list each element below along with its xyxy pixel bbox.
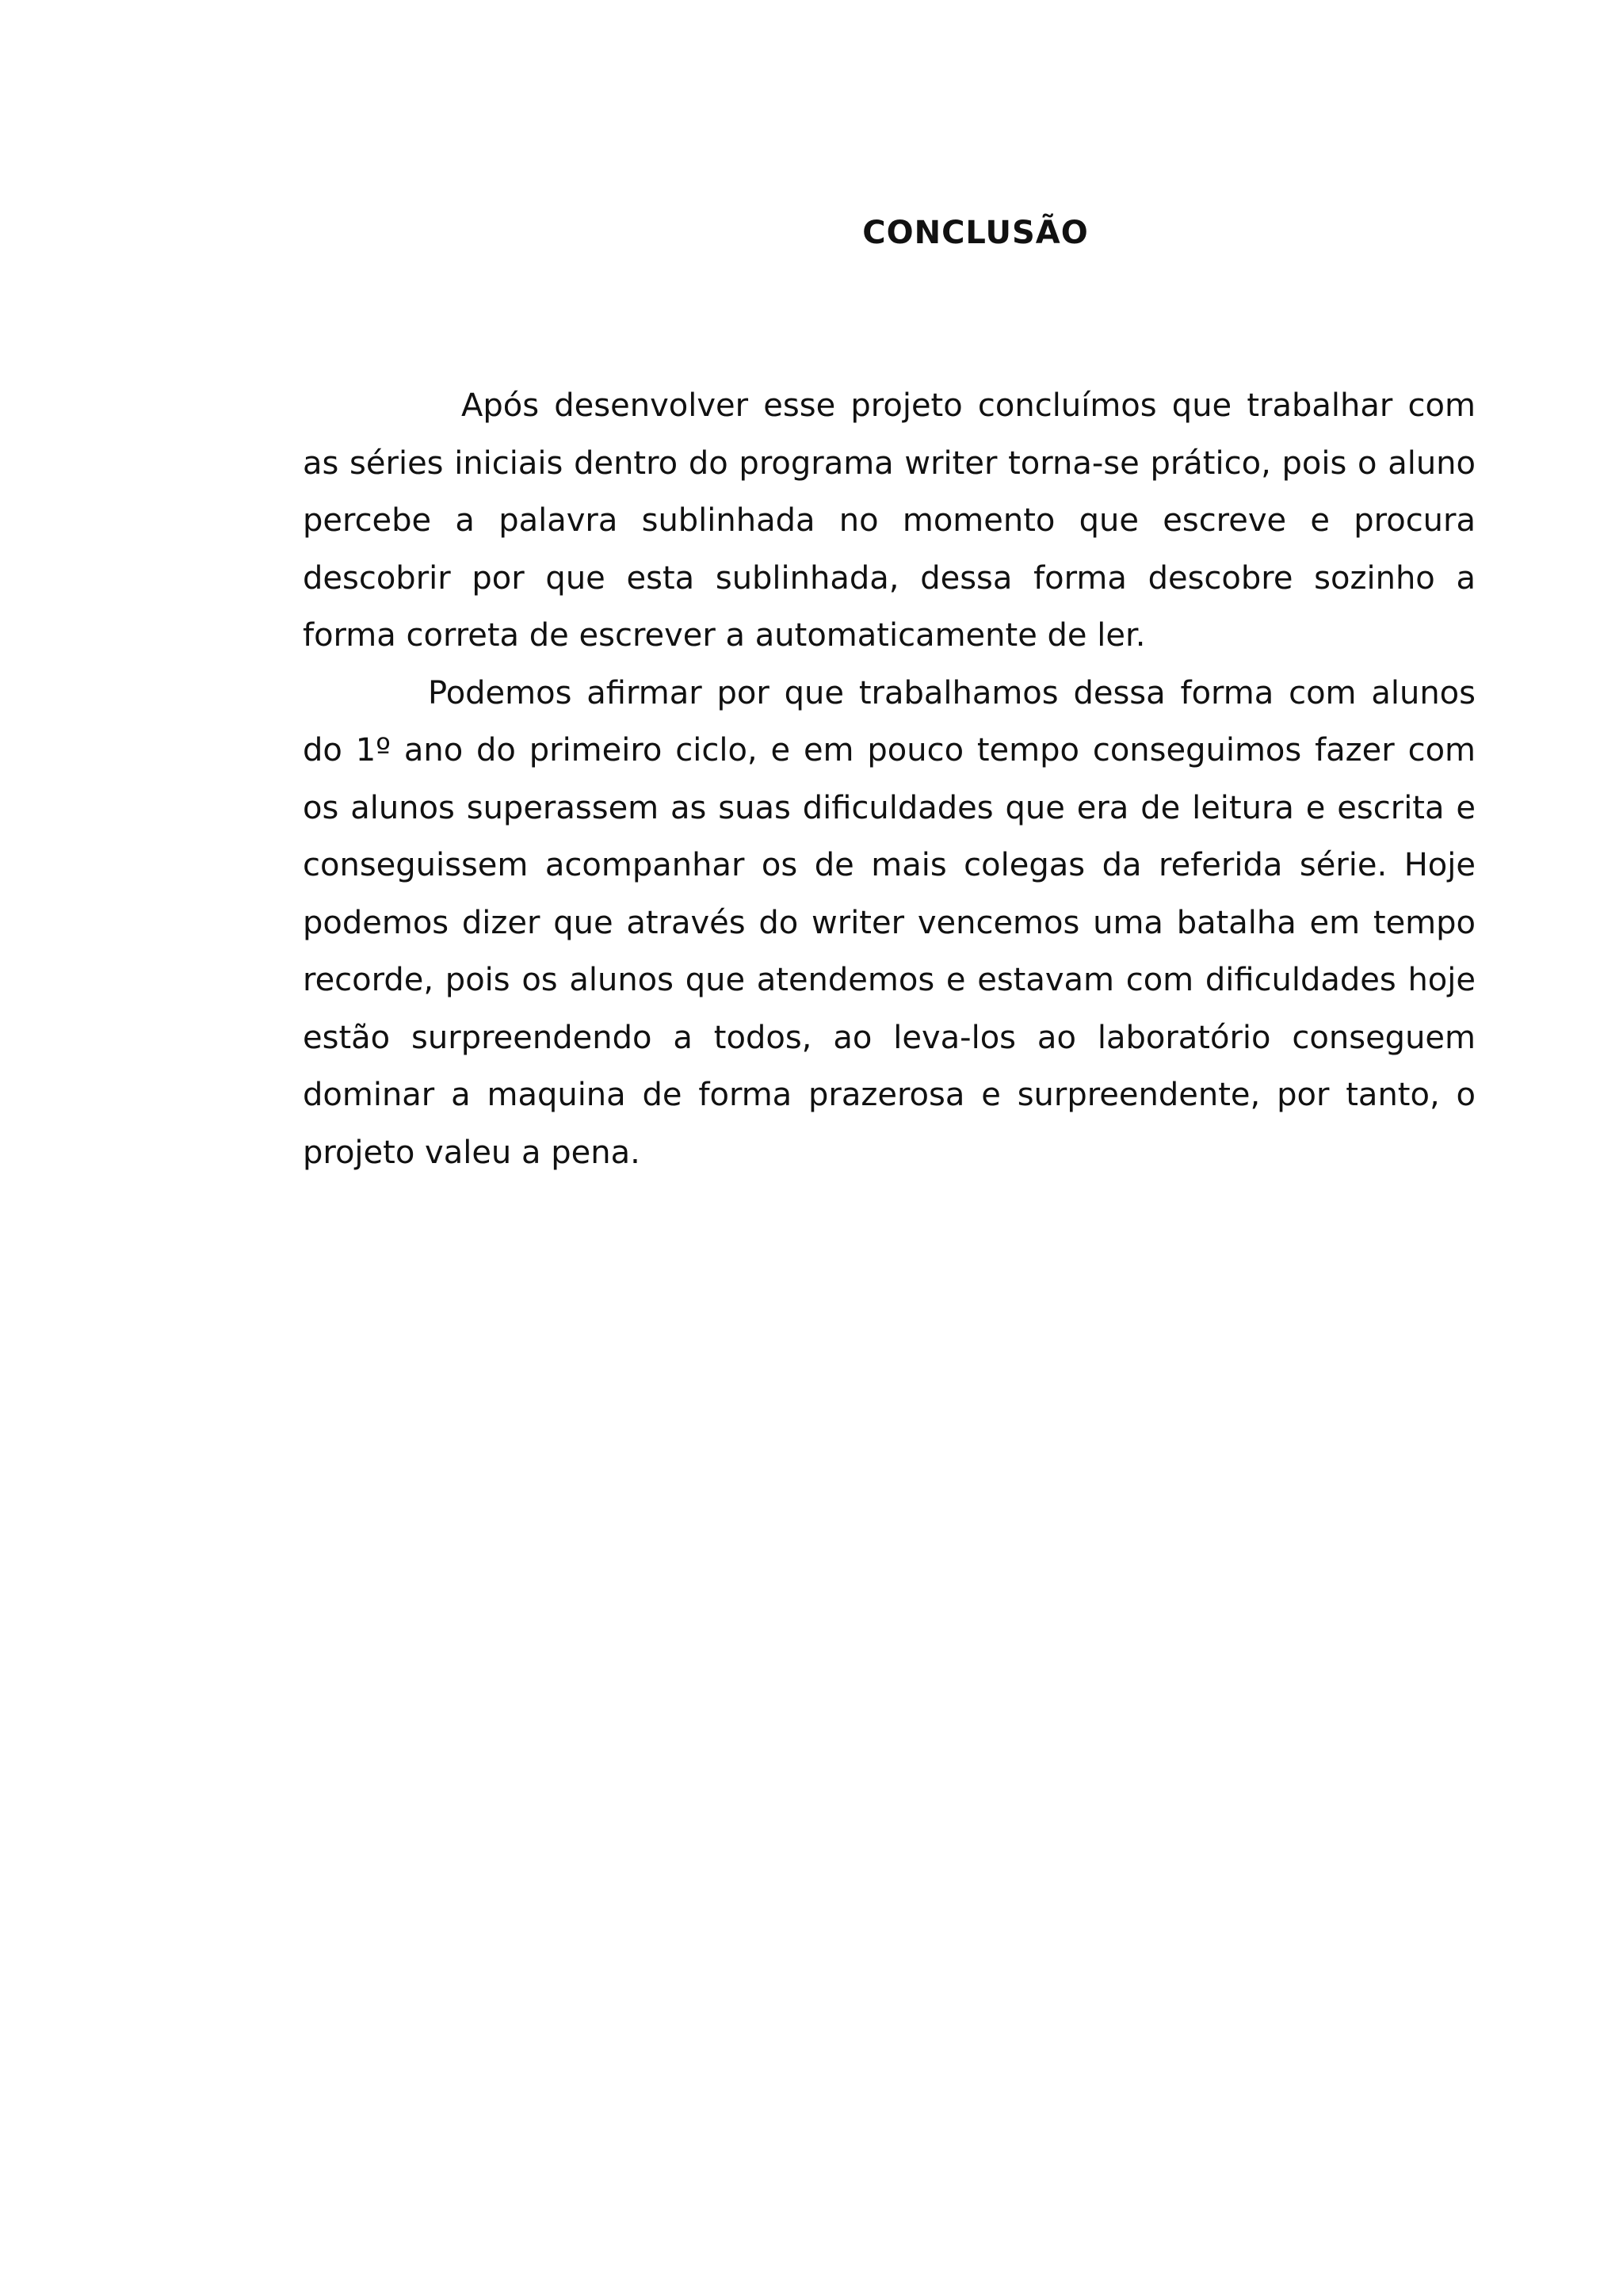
document-body — [303, 377, 1476, 1181]
paragraph-2: Podemos afirmar por que trabalhamos dessa forma com alunos do 1º ano do primeiro ciclo, e em pouco tempo conseguimos fazer com os alunos superassem as suas dificuldades que era de leitura e escrita e conseguissem acompanhar os de mais colegas da referida série. Hoje podemos dizer que através do writer vencemos uma batalha em tempo recorde, pois os alunos que atendemos e estavam com dificuldades hoje estão surpreendendo a todos, ao leva-los ao laboratório conseguem dominar a maquina de forma prazerosa e surpreendente, por tanto, o projeto valeu a pena. — [303, 674, 1476, 1171]
page-title: CONCLUSÃO — [862, 215, 1089, 251]
paragraph-1: Após desenvolver esse projeto concluímos que trabalhar com as séries iniciais dentro do programa writer torna-se prático, pois o aluno percebe a palavra sublinhada no momento que escreve e procura descobrir por que esta sublinhada, dessa forma descobre sozinho a forma correta de escrever a automaticamente de ler. — [303, 387, 1476, 654]
